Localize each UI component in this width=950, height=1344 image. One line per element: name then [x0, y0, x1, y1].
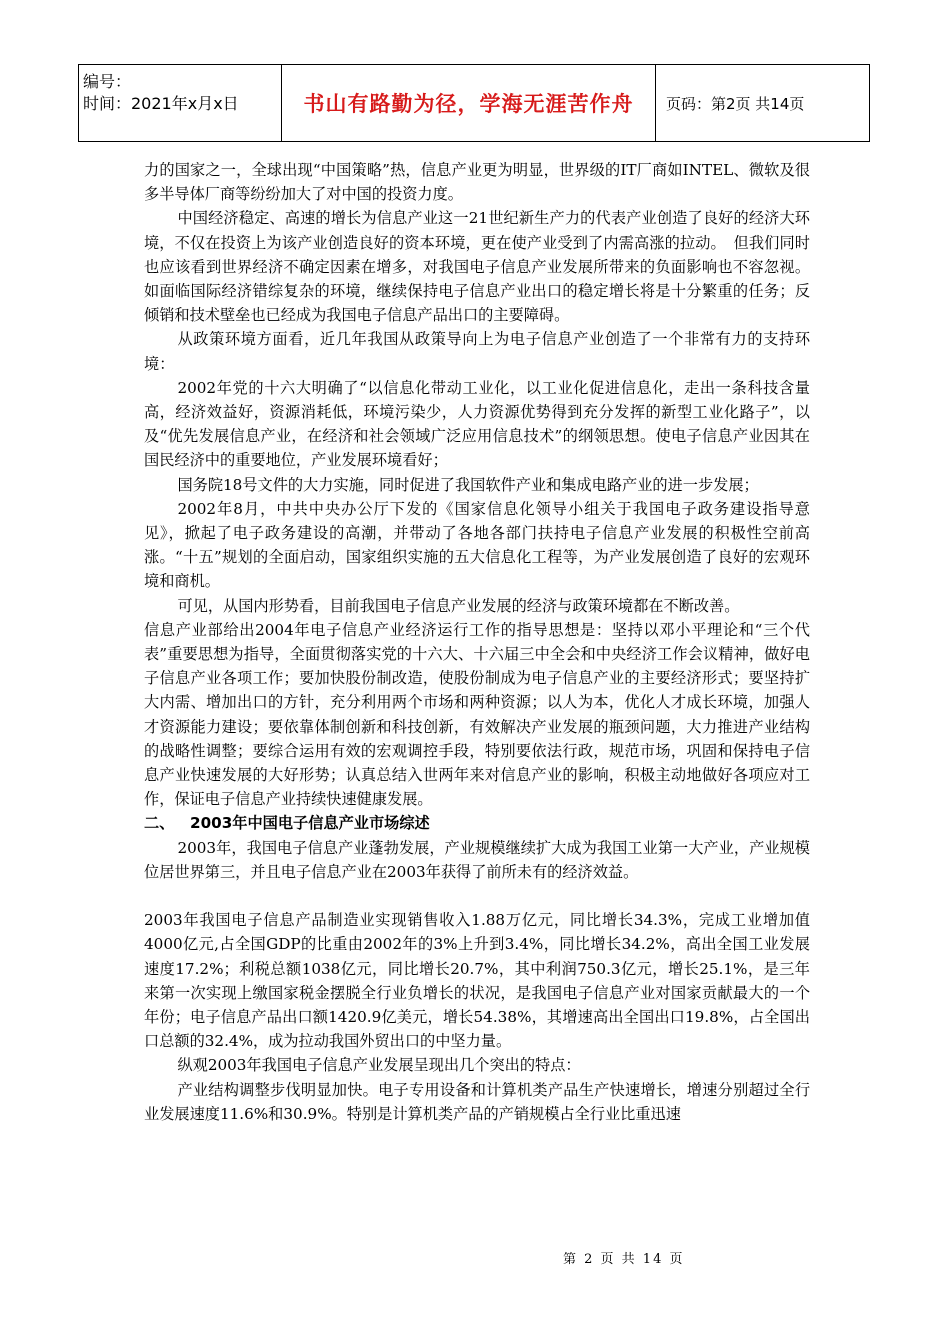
paragraph: 2002年8月，中共中央办公厅下发的《国家信息化领导小组关于我国电子政务建设指导意见》，掀起了电子政务建设的高潮，并带动了各地各部门扶持电子信息产业发展的积极性空前高涨。“十五”规划的全面启动，国家组织实施的五大信息化工程等，为产业发展创造了良好的宏观环境和商机。 — [144, 499, 810, 591]
section-heading — [144, 811, 810, 835]
paragraph: 产业结构调整步伐明显加快。电子专用设备和计算机类产品生产快速增长，增速分别超过全行业发展速度11.6%和30.9%。特别是计算机类产品的产销规模占全行业比重迅速 — [144, 1080, 810, 1123]
paragraph: 纵观2003年我国电子信息产业发展呈现出几个突出的特点： — [177, 1056, 581, 1075]
document-time-label: 时间：2021年x月x日 — [83, 94, 239, 113]
section-title: 2003年中国电子信息产业市场综述 — [190, 814, 430, 833]
paragraph: 国务院18号文件的大力实施，同时促进了我国软件产业和集成电路产业的进一步发展； — [177, 475, 759, 494]
paragraph: 2003年我国电子信息产品制造业实现销售收入1.88万亿元，同比增长34.3%，完成工业增加值4000亿元,占全国GDP的比重由2002年的3%上升到3.4%，同比增长34.2%，高出全国工业发展速度17.2%；利税总额1038亿元，同比增长20.7%，其中利润750.3亿元，增长25.1%，是三年来第一次实现上缴国家税金摆脱全行业负增长的状况，是我国电子信息产业对国家贡献最大的一个年份；电子信息产品出口额1420.9亿美元，增长54.38%，其增速高出全国出口19.8%，占全国出口总额的32.4%，成为拉动我国外贸出口的中坚力量。 — [144, 911, 810, 1051]
header-motto: 书山有路勤为径，学海无涯苦作舟 — [282, 65, 656, 141]
header-meta — [79, 65, 282, 141]
paragraph: 中国经济稳定、高速的增长为信息产业这一21世纪新生产力的代表产业创造了良好的经济大环境，不仅在投资上为该产业创造良好的资本环境，更在使产业受到了内需高涨的拉动。 但我们同时也应该看到世界经济不确定因素在增多，对我国电子信息产业发展所带来的负面影响也不容忽视。如面临国际经济错综复杂的环境，继续保持电子信息产业出口的稳定增长将是十分繁重的任务；反倾销和技术壁垒也已经成为我国电子信息产品出口的主要障碍。 — [144, 209, 810, 325]
document-number-label: 编号： — [83, 72, 132, 91]
paragraph: 2003年，我国电子信息产业蓬勃发展，产业规模继续扩大成为我国工业第一大产业，产业规模位居世界第三，并且电子信息产业在2003年获得了前所未有的经济效益。 — [144, 838, 810, 881]
paragraph: 从政策环境方面看，近几年我国从政策导向上为电子信息产业创造了一个非常有力的支持环境： — [144, 330, 810, 373]
page-footer: 第 2 页 共 14 页 — [563, 1252, 685, 1267]
paragraph: 2002年党的十六大明确了“以信息化带动工业化，以工业化促进信息化，走出一条科技含量高，经济效益好，资源消耗低，环境污染少，人力资源优势得到充分发挥的新型工业化路子”，以及“优先发展信息产业，在经济和社会领域广泛应用信息技术”的纲领思想。使电子信息产业因其在国民经济中的重要地位，产业发展环境看好； — [144, 378, 810, 470]
document-body — [144, 158, 810, 1126]
paragraph: 力的国家之一，全球出现“中国策略”热，信息产业更为明显，世界级的IT厂商如INTEL、微软及很多半导体厂商等纷纷加大了对中国的投资力度。 — [144, 161, 810, 204]
header-page-label: 页码：第2页 共14页 — [666, 94, 805, 113]
paragraph: 信息产业部给出2004年电子信息产业经济运行工作的指导思想是：坚持以邓小平理论和“三个代表”重要思想为指导，全面贯彻落实党的十六大、十六届三中全会和中央经济工作会议精神，做好电子信息产业各项工作；要加快股份制改造，使股份制成为电子信息产业的主要经济形式；要坚持扩大内需、增加出口的方针，充分利用两个市场和两种资源；以人为本，优化人才成长环境，加强人才资源能力建设；要依靠体制创新和科技创新，有效解决产业发展的瓶颈问题，大力推进产业结构的战略性调整；要综合运用有效的宏观调控手段，特别要依法行政，规范市场，巩固和保持电子信息产业快速发展的大好形势；认真总结入世两年来对信息产业的影响，积极主动地做好各项应对工作，保证电子信息产业持续快速健康发展。 — [144, 620, 810, 809]
paragraph: 可见，从国内形势看，目前我国电子信息产业发展的经济与政策环境都在不断改善。 — [177, 596, 740, 615]
section-number: 二、 — [144, 814, 175, 833]
document-header — [78, 64, 870, 142]
